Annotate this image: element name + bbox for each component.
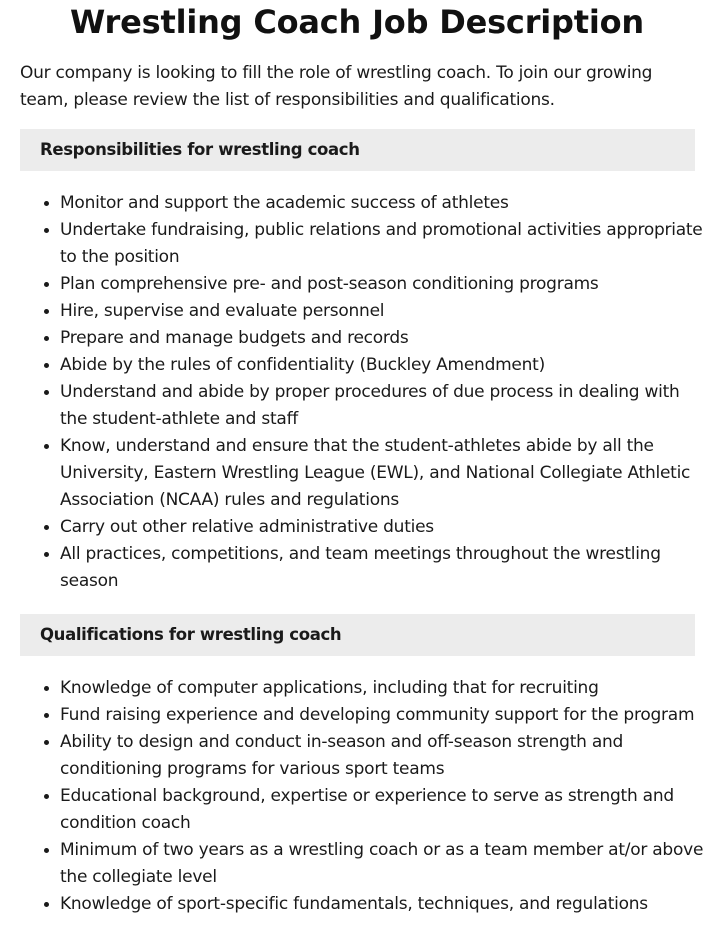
- list-item: • Knowledge of sport-specific fundamentals, techniques, and regulations: [60, 891, 705, 918]
- list-item: • Understand and abide by proper procedures of due process in dealing with the student-athlete and staff: [60, 379, 705, 433]
- list-item: • Abide by the rules of confidentiality (Buckley Amendment): [60, 352, 705, 379]
- list-item: • Monitor and support the academic success of athletes: [60, 190, 705, 217]
- list-item: • Plan comprehensive pre- and post-season conditioning programs: [60, 271, 705, 298]
- list-item: • Educational background, expertise or experience to serve as strength and condition coach: [60, 783, 705, 837]
- qualifications-heading: Qualifications for wrestling coach: [20, 614, 695, 656]
- list-item: • Hire, supervise and evaluate personnel: [60, 298, 705, 325]
- list-item: • Undertake fundraising, public relations and promotional activities appropriate to the position: [60, 217, 705, 271]
- list-item: • Ability to design and conduct in-season and off-season strength and conditioning programs for various sport teams: [60, 729, 705, 783]
- list-item: • Knowledge of computer applications, including that for recruiting: [60, 675, 705, 702]
- qualifications-list: [20, 675, 705, 918]
- list-item: • Minimum of two years as a wrestling coach or as a team member at/or above the collegiate level: [60, 837, 705, 891]
- intro-paragraph: Our company is looking to fill the role of wrestling coach. To join our growing team, please review the list of responsibilities and qualifications.: [20, 63, 653, 110]
- list-item: • Carry out other relative administrative duties: [60, 514, 705, 541]
- list-item: • All practices, competitions, and team meetings throughout the wrestling season: [60, 541, 705, 595]
- responsibilities-heading: Responsibilities for wrestling coach: [20, 129, 695, 171]
- list-item: • Fund raising experience and developing community support for the program: [60, 702, 705, 729]
- page-title: Wrestling Coach Job Description: [70, 3, 644, 41]
- list-item: • Prepare and manage budgets and records: [60, 325, 705, 352]
- responsibilities-list: [20, 190, 705, 595]
- list-item: • Know, understand and ensure that the student-athletes abide by all the University, Eastern Wrestling League (EWL), and National Collegiate Athletic Association (NCAA) rules and regulations: [60, 433, 705, 514]
